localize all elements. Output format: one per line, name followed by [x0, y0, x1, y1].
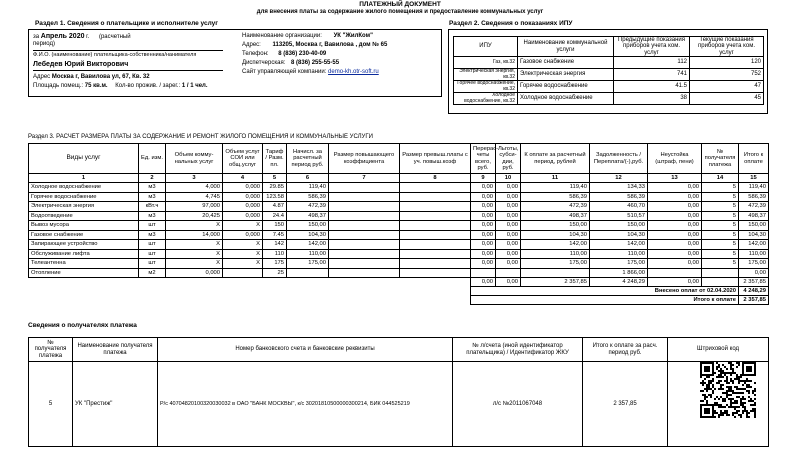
payer-caption: Ф.И.О. (наименование) плательщика-собственника/нанимателя — [33, 52, 197, 58]
period-value: Апрель 2020 — [40, 33, 85, 40]
qr-code-icon — [700, 362, 756, 418]
org-address: Адрес: 113205, Москва г, Вавилова , дом № 65 — [242, 42, 388, 48]
area-row: Площадь помещ.: 75 кв.м. Кол-во прожив. / зарег.: 1 / 1 чел. — [33, 83, 208, 89]
meter-row: Электрическая энергия, кв.32 Электрическая энергия 741 752 — [454, 69, 764, 81]
charges-header-row: Виды услуг Ед. изм. Объем комму-нальных услуг Объем услуг СОИ или общ.услуг Тариф / Разм. пл. Начисл. за расчетный период руб. Размер повышающего коэффициента Размер превыш.платы с уч. повыш.коэф Перерас-четы всего, руб. Льготы, субси-дии, руб. К оплате за расчетный период, рублей Задолженность /Переплата/(-),руб. Неустойка (штраф, пени) № получателя платежа Итого к оплате — [29, 144, 769, 174]
charge-row: Водоотведение м3 20,425 0,000 24.4 498,37 0,00 0,00 498,37 510,57 0,00 5 498,37 — [29, 211, 769, 221]
recipients-table — [28, 337, 769, 447]
total-label: Итого к оплате — [471, 296, 739, 305]
meter-row: Холодное водоснабжение, кв.32 Холодное водоснабжение 38 45 — [454, 93, 764, 105]
total-value: 2 357,85 — [739, 296, 769, 305]
org-phone: Телефон: 8 (836) 230-40-09 — [242, 51, 327, 57]
charge-row: Запирающее устройство шт X X 142 142,00 0,00 0,00 142,00 142,00 0,00 5 142,00 — [29, 240, 769, 250]
paid-label: Внесено оплат от 02.04.2020 — [471, 287, 739, 296]
document-title: ПЛАТЕЖНЫЙ ДОКУМЕНТ — [359, 1, 441, 8]
charge-row: Горячее водоснабжение м3 4,745 0,000 123.58 586,39 0,00 0,00 586,39 586,39 0,00 5 586,39 — [29, 192, 769, 202]
payer-name: Лебедев Юрий Викторович — [33, 61, 129, 68]
document-subtitle: для внесения платы за содержание жилого помещения и предоставление коммунальных услуг — [256, 9, 544, 15]
org-dispatch: Диспетчерская: 8 (836) 255-55-55 — [242, 60, 340, 66]
charge-row: Вывоз мусора шт X X 150 150,00 0,00 0,00 150,00 150,00 0,00 5 150,00 — [29, 221, 769, 231]
section2-title: Раздел 2. Сведения о показаниях ИПУ — [449, 20, 573, 27]
charges-body — [29, 183, 769, 278]
charges-number-row: 1 2 3 4 5 6 7 8 9 10 11 12 13 14 15 — [29, 174, 769, 183]
charge-row: Обслуживание лифта шт X X 110 110,00 0,00 0,00 110,00 110,00 0,00 5 110,00 — [29, 249, 769, 259]
recipients-title: Сведения о получателях платежа — [28, 322, 137, 329]
charge-row: Холодное водоснабжение м3 4,000 0,000 29.85 119,40 0,00 0,00 119,40 134,33 0,00 5 119,40 — [29, 183, 769, 193]
charges-table — [28, 143, 769, 305]
recipient-row: 5 УК "Престиж" Р/с 40704820100320030032 в ОАО "БАНК МОСКВЫ", к/с 30201810500000300214, БИК 044525219 л/с №2011067048 2 357,85 — [29, 362, 769, 447]
meters-table: ИПУ Наименование коммунальной услуги Предыдущие показания приборов учета ком. услуг Текущие показания приборов учета ком. услуг Газ, кв.32 Газовое снабжение 112 120 Электрическая энергия, кв.32 Электрическая энергия 741 752 Горячее водоснабжение, кв.32 Горячее водоснабжение 41.5 47 Холодное водоснабжение, кв.32 Холодное водоснабжение 38 45 — [453, 36, 764, 105]
payer-address: Адрес Москва г, Вавилова ул, 67, Кв. 32 — [33, 74, 150, 80]
charge-row: Телеантенна шт X X 175 175,00 0,00 0,00 175,00 175,00 0,00 5 175,00 — [29, 259, 769, 269]
charge-row: Отопление м2 0,000 25 1 866,00 0,00 — [29, 268, 769, 278]
section1-title: Раздел 1. Сведения о плательщике и исполнителе услуг — [35, 20, 218, 27]
recipients-header-row: № получателя платежа Наименование получателя платежа Номер банковского счета и банковские реквизиты № л/счета (иной идентификатор плательщика) / Идентификатор ЖКУ Итого к оплате за расч. период руб. Штриховой код — [29, 338, 769, 362]
org-site-link[interactable]: demo-kh.otr-soft.ru — [328, 69, 379, 75]
paid-value: 4 248,29 — [739, 287, 769, 296]
paid-row — [29, 287, 769, 296]
org-site: Сайт управляющей компании: demo-kh.otr-soft.ru — [242, 69, 379, 75]
meters-box — [448, 29, 768, 114]
charges-totals-row: 0,00 0,00 2 357,85 4 248,29 0,00 2 357,85 — [29, 278, 769, 287]
period-row: за Апрель 2020 г. (расчетный — [33, 33, 131, 40]
section3-title: Раздел 3. РАСЧЕТ РАЗМЕРА ПЛАТЫ ЗА СОДЕРЖАНИЕ И РЕМОНТ ЖИЛОГО ПОМЕЩЕНИЯ И КОММУНАЛЬНЫЕ УСЛУГИ — [28, 134, 373, 140]
total-row — [29, 296, 769, 305]
meter-row: Горячее водоснабжение, кв.32 Горячее водоснабжение 41.5 47 — [454, 81, 764, 93]
org-name: Наименование организации: УК "ЖилКом" — [242, 33, 373, 39]
meter-row: Газ, кв.32 Газовое снабжение 112 120 — [454, 57, 764, 69]
payer-box: за Апрель 2020 г. (расчетный период) Ф.И.О. (наименование) плательщика-собственника/нанимателя Лебедев Юрий Викторович Адрес Москва г, Вавилова ул, 67, Кв. 32 Площадь помещ.: 75 кв.м. Кол-во прожив. / зарег.: 1 / 1 чел. Наименование организации: УК "ЖилКом" Адрес: 113205, Москва г, Вавилова , дом № 65 Телефон: 8 (836) 230-40-09 Диспетчерская: 8 (836) 255-55-55 Сайт управляющей компании: demo-kh.otr-soft.ru — [28, 29, 442, 97]
charge-row: Электрическая энергия кВт.ч 97,000 0,000 4.87 472,39 0,00 0,00 472,39 460,70 0,00 5 472,39 — [29, 202, 769, 212]
charge-row: Газовое снабжение м3 14,000 0,000 7.45 104,30 0,00 0,00 104,30 104,30 0,00 5 104,30 — [29, 230, 769, 240]
